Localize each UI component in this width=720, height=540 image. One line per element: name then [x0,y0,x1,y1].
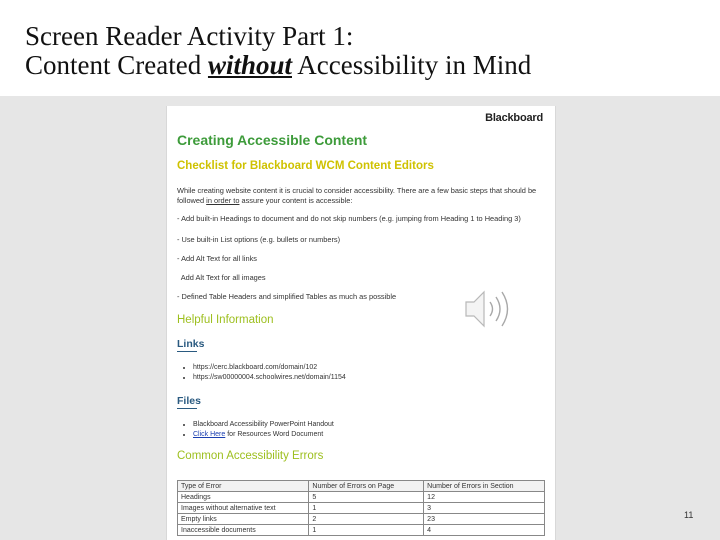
files-heading-rule [177,408,197,409]
step-item: - Add built-in Headings to document and do not skip numbers (e.g. jumping from Heading 1 to Heading 3) [177,214,521,223]
table-row [178,514,545,525]
table-cell: 1 [309,525,424,536]
links-list [193,363,346,382]
title-emphasis: without [207,50,292,80]
table-header: Type of Error [178,481,309,492]
intro-text-b: assure your content is accessible: [239,196,353,205]
table-cell: 1 [309,503,424,514]
click-here-link[interactable]: Click Here [193,430,226,438]
step-item: - Use built-in List options (e.g. bullets or numbers) [177,235,341,244]
title-line-1: Screen Reader Activity Part 1: [25,21,354,51]
links-heading: Links [177,338,205,350]
intro-link[interactable]: in order to [206,196,240,205]
slide-title [25,22,705,80]
doc-intro [177,186,545,206]
title-line-2-pre: Content Created [25,50,208,80]
intro-text-a: While creating website content it is crucial to consider accessibility. There are a few basic steps that should be followed [177,186,537,205]
table-cell: Headings [178,492,309,503]
table-row [178,525,545,536]
list-item: • Blackboard Accessibility PowerPoint Handout [193,420,334,430]
table-header-row [178,481,545,492]
table-cell: 5 [309,492,424,503]
table-row [178,492,545,503]
title-line-2-post: Accessibility in Mind [292,50,532,80]
doc-subheading: Checklist for Blackboard WCM Content Editors [177,160,434,172]
table-header: Number of Errors in Section [424,481,545,492]
page-number: 11 [684,510,694,520]
blackboard-logo: Blackboard [485,112,543,124]
table-cell: 4 [424,525,545,536]
helpful-info-heading: Helpful Information [177,314,274,326]
table-cell: 3 [424,503,545,514]
table-cell: 2 [309,514,424,525]
list-item[interactable]: • https://cerc.blackboard.com/domain/102 [193,363,346,373]
table-header: Number of Errors on Page [309,481,424,492]
speaker-icon[interactable] [460,284,520,334]
step-item: - Defined Table Headers and simplified Tables as much as possible [177,292,397,301]
files-heading: Files [177,395,201,407]
table-cell: 23 [424,514,545,525]
table-cell: Inaccessible documents [178,525,309,536]
list-item[interactable]: • https://sw00000004.schoolwires.net/domain/1154 [193,373,346,383]
links-heading-rule [177,351,197,352]
errors-table [177,480,545,536]
errors-heading: Common Accessibility Errors [177,450,324,462]
table-cell: Images without alternative text [178,503,309,514]
files-list [193,420,334,439]
step-item: Add Alt Text for all images [177,273,266,282]
table-cell: 12 [424,492,545,503]
list-item [193,430,334,440]
table-cell: Empty links [178,514,309,525]
doc-heading: Creating Accessible Content [177,132,368,148]
file-2-text: for Resources Word Document [225,430,324,438]
table-row [178,503,545,514]
step-item: - Add Alt Text for all links [177,254,257,263]
